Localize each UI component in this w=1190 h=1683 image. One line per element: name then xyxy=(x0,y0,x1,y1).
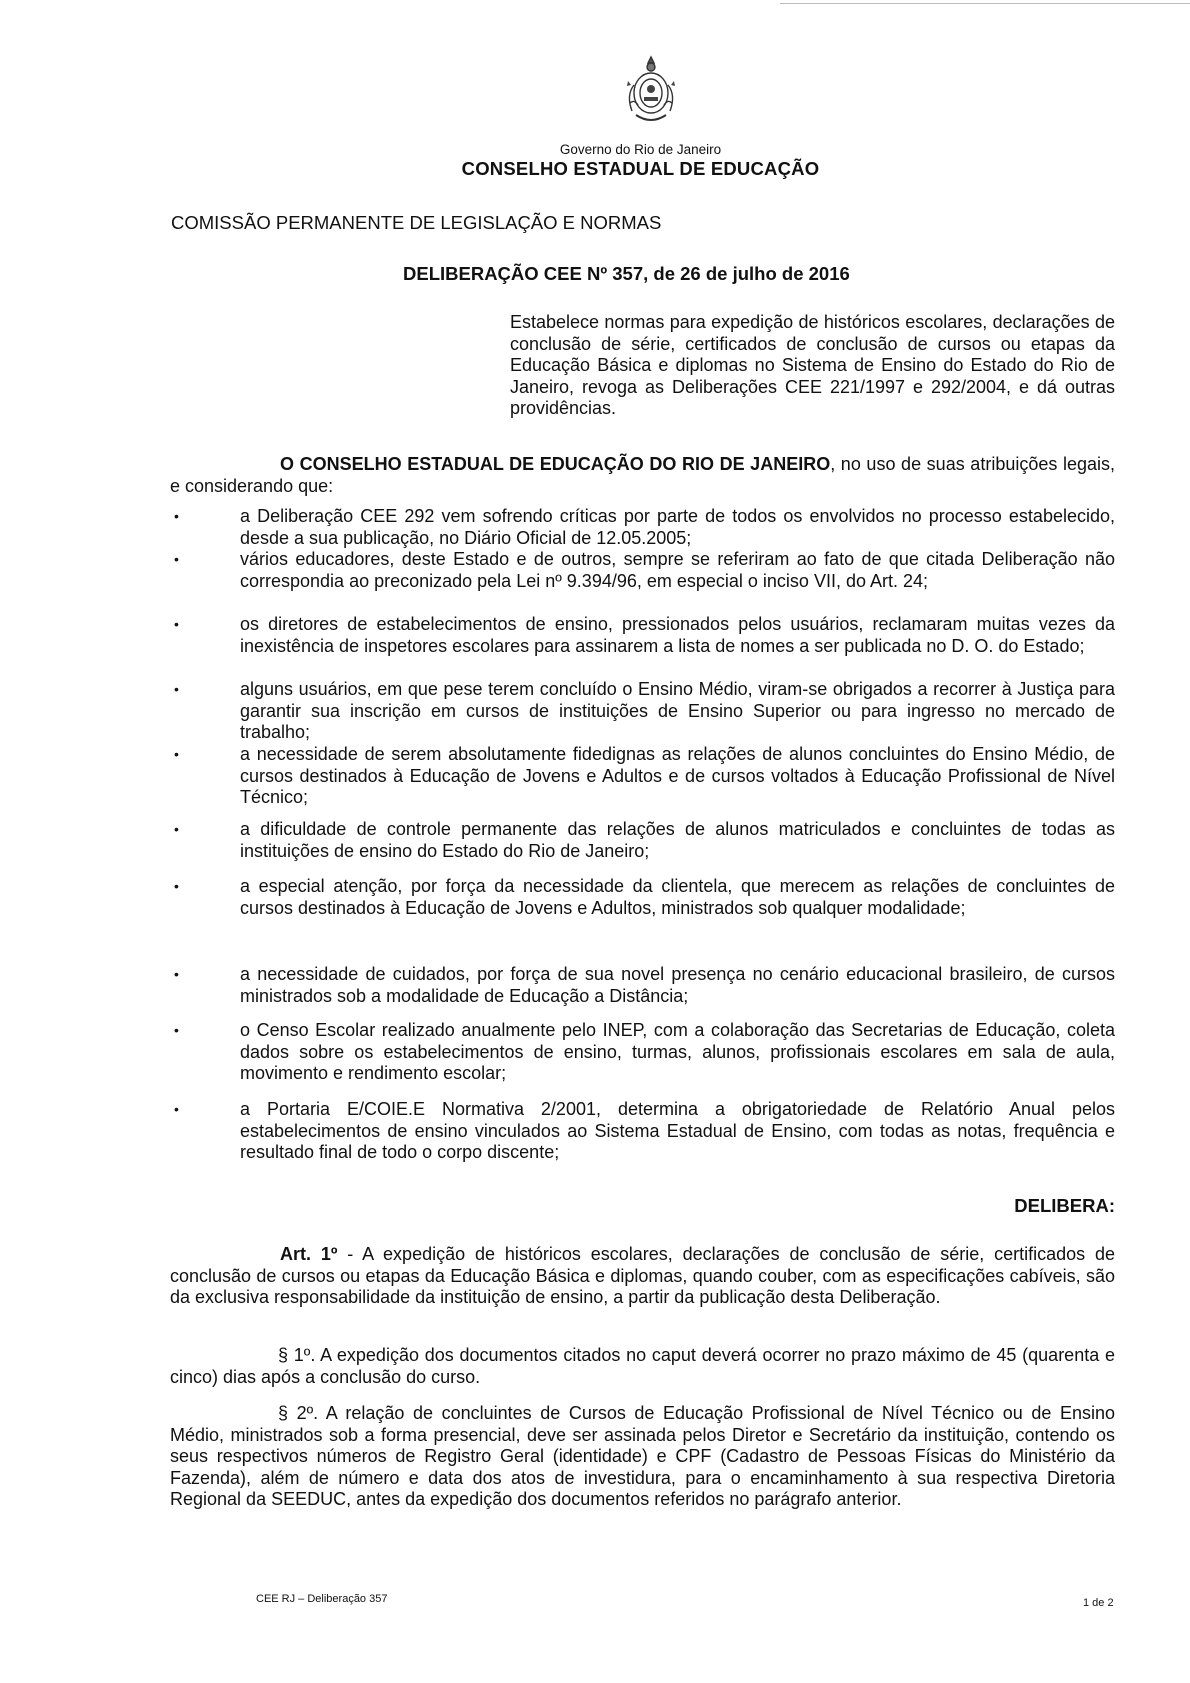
list-item-text: a Deliberação CEE 292 vem sofrendo críticas por parte de todos os envolvidos no processo estabelecido, desde a sua publicação, no Diário Oficial de 12.05.2005; xyxy=(240,506,1115,548)
scan-edge-line xyxy=(780,3,1190,4)
list-item xyxy=(174,1099,1115,1164)
bullet-icon: • xyxy=(174,878,179,894)
list-item xyxy=(174,744,1115,809)
list-item xyxy=(174,679,1115,744)
list-item xyxy=(174,506,1115,549)
list-item-text: a necessidade de serem absolutamente fidedignas as relações de alunos concluintes do Ensino Médio, de cursos destinados à Educação de Jovens e Adultos e de cursos voltados à Educação Profissional de Nível Técnico; xyxy=(240,744,1115,808)
bullet-icon: • xyxy=(174,821,179,837)
paragraph-2-text: § 2º. A relação de concluintes de Cursos de Educação Profissional de Nível Técnico ou de Ensino Médio, ministrados sob a forma presencial, deve ser assinada pelos Diretor e Secretário da instituição, contendo os seus respectivos números de Registro Geral (identidade) e CPF (Cadastro de Pessoas Físicas do Ministério da Fazenda), além de número e data dos atos de investidura, para o encaminhamento à sua respectiva Diretoria Regional da SEEDUC, antes da expedição dos documentos referidos no parágrafo anterior. xyxy=(170,1403,1115,1510)
intro-paragraph xyxy=(170,454,1115,497)
intro-subject: O CONSELHO ESTADUAL DE EDUCAÇÃO DO RIO DE JANEIRO xyxy=(280,454,831,474)
deliberation-summary: Estabelece normas para expedição de históricos escolares, declarações de conclusão de série, certificados de conclusão de cursos ou etapas da Educação Básica e diplomas no Sistema de Ensino do Estado do Rio de Janeiro, revoga as Deliberações CEE 221/1997 e 292/2004, e dá outras providências. xyxy=(510,312,1115,419)
article-1-text: - A expedição de históricos escolares, declarações de conclusão de série, certificados de conclusão de cursos ou etapas da Educação Básica e diplomas, quando couber, com as especificações cabíveis, são da exclusiva responsabilidade da instituição de ensino, a partir da publicação desta Deliberação. xyxy=(170,1244,1115,1308)
deliberation-title: DELIBERAÇÃO CEE Nº 357, de 26 de julho de 2016 xyxy=(403,263,850,284)
list-item xyxy=(174,614,1115,657)
article-1 xyxy=(170,1244,1115,1309)
bullet-icon: • xyxy=(174,1101,179,1117)
list-item-text: a Portaria E/COIE.E Normativa 2/2001, determina a obrigatoriedade de Relatório Anual pelos estabelecimentos de ensino vinculados ao Sistema Estadual de Ensino, com todas as notas, frequência e resultado final de todo o corpo discente; xyxy=(240,1099,1115,1163)
bullet-icon: • xyxy=(174,681,179,697)
article-1-paragraph-2 xyxy=(170,1403,1115,1511)
list-item-text: a necessidade de cuidados, por força de sua novel presença no cenário educacional brasileiro, de cursos ministrados sob a modalidade de Educação a Distância; xyxy=(240,964,1115,1006)
bullet-icon: • xyxy=(174,1022,179,1038)
list-item xyxy=(174,876,1115,919)
list-item xyxy=(174,819,1115,862)
delibera-heading: DELIBERA: xyxy=(1014,1195,1115,1216)
footer-page-number: 1 de 2 xyxy=(1083,1597,1114,1609)
government-name: Governo do Rio de Janeiro xyxy=(559,142,722,157)
footer-document-id: CEE RJ – Deliberação 357 xyxy=(256,1593,388,1605)
article-1-paragraph-1 xyxy=(170,1345,1115,1388)
commission-name: COMISSÃO PERMANENTE DE LEGISLAÇÃO E NORMAS xyxy=(171,212,662,233)
intro-text: , no uso de suas atribuições legais, e considerando que: xyxy=(170,454,1115,496)
bullet-icon: • xyxy=(174,616,179,632)
paragraph-1-text: § 1º. A expedição dos documentos citados no caput deverá ocorrer no prazo máximo de 45 (quarenta e cinco) dias após a conclusão do curso. xyxy=(170,1345,1115,1387)
list-item-text: os diretores de estabelecimentos de ensino, pressionados pelos usuários, reclamaram muitas vezes da inexistência de inspetores escolares para assinarem a lista de nomes a ser publicada no D. O. do Estado; xyxy=(240,614,1115,656)
bullet-icon: • xyxy=(174,966,179,982)
list-item-text: a dificuldade de controle permanente das relações de alunos matriculados e concluintes de todas as instituições de ensino do Estado do Rio de Janeiro; xyxy=(240,819,1115,861)
list-item xyxy=(174,964,1115,1007)
council-name: CONSELHO ESTADUAL DE EDUCAÇÃO xyxy=(461,158,820,179)
list-item xyxy=(174,549,1115,592)
list-item-text: vários educadores, deste Estado e de outros, sempre se referiram ao fato de que citada Deliberação não correspondia ao preconizado pela Lei nº 9.394/96, em especial o inciso VII, do Art. 24; xyxy=(240,549,1115,591)
state-coat-of-arms-icon xyxy=(622,55,680,125)
article-1-label: Art. 1º xyxy=(280,1244,338,1264)
list-item-text: a especial atenção, por força da necessidade da clientela, que merecem as relações de concluintes de cursos destinados à Educação de Jovens e Adultos, ministrados sob qualquer modalidade; xyxy=(240,876,1115,918)
list-item xyxy=(174,1020,1115,1085)
bullet-icon: • xyxy=(174,508,179,524)
list-item-text: o Censo Escolar realizado anualmente pelo INEP, com a colaboração das Secretarias de Educação, coleta dados sobre os estabelecimentos de ensino, turmas, alunos, profissionais escolares em sala de aula, movimento e rendimento escolar; xyxy=(240,1020,1115,1084)
bullet-icon: • xyxy=(174,746,179,762)
bullet-icon: • xyxy=(174,551,179,567)
list-item-text: alguns usuários, em que pese terem concluído o Ensino Médio, viram-se obrigados a recorrer à Justiça para garantir sua inscrição em cursos de instituições de Ensino Superior ou para ingresso no mercado de trabalho; xyxy=(240,679,1115,743)
